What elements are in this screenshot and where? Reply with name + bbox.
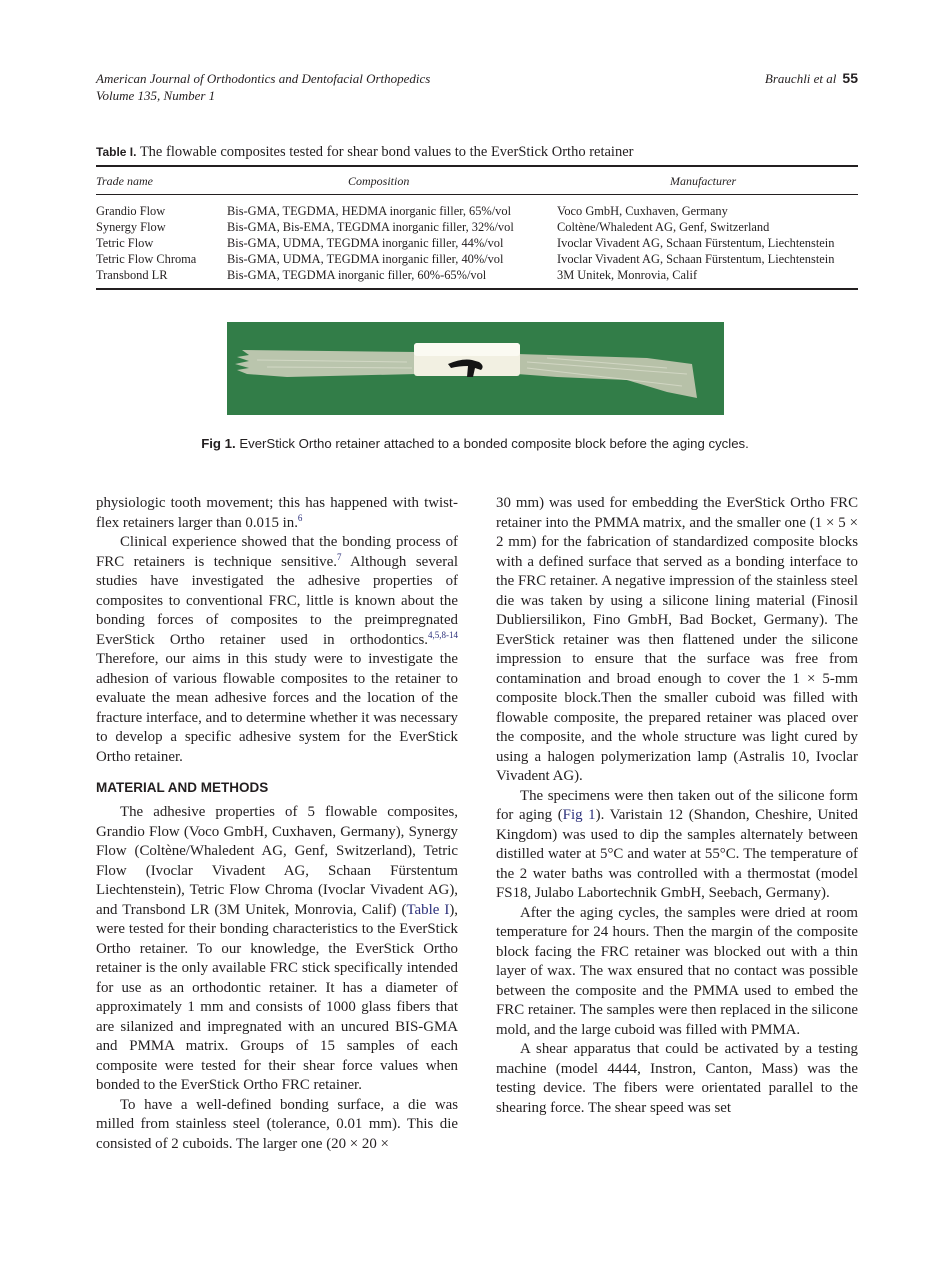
citation-link[interactable]: 6 xyxy=(297,512,303,523)
body-column-left xyxy=(96,494,458,1154)
cell-manufacturer: Ivoclar Vivadent AG, Schaan Fürstentum, Liechtenstein xyxy=(557,236,835,250)
citation-link[interactable]: 7 xyxy=(336,551,342,562)
authors: Brauchli et al xyxy=(764,71,837,86)
retainer-photo-illustration xyxy=(227,322,724,415)
cell-composition: Bis-GMA, UDMA, TEGDMA inorganic filler, 40%/vol xyxy=(227,252,504,266)
table-rule-header xyxy=(96,194,858,195)
table-title: The flowable composites tested for shear bond values to the EverStick Ortho retainer xyxy=(139,144,634,160)
cell-composition: Bis-GMA, TEGDMA, HEDMA inorganic filler, 65%/vol xyxy=(227,204,512,218)
table-rule-top xyxy=(96,165,858,167)
table-label: Table I. xyxy=(96,145,137,159)
section-heading: MATERIAL AND METHODS xyxy=(96,780,269,795)
journal-title: American Journal of Orthodontics and Dentofacial Orthopedics xyxy=(96,71,431,86)
table-row xyxy=(96,251,858,267)
paragraph xyxy=(96,533,458,767)
cell-trade-name: Tetric Flow xyxy=(96,236,154,250)
figure-caption xyxy=(0,436,950,451)
paragraph-text: Although several studies have investigated the adhesive properties of composites to conventional FRC, little is known about the bonding forces of composites to the preimpregnated EverStick Ortho retainer used in orthodontics. xyxy=(96,553,458,648)
paragraph: After the aging cycles, the samples were dried at room temperature for 24 hours. Then the margin of the composite block facing the FRC retainer was blocked out with a thin layer of wax. The wax ensured that no contact was possible between the composite and the PMMA used to embed the FRC retainer. The samples were then replaced in the silicone mold, and the large cuboid was filled with PMMA. xyxy=(496,904,858,1038)
table-row xyxy=(96,235,858,251)
paragraph-text: The specimens were then taken out of the silicone form for aging ( xyxy=(496,787,858,823)
paragraph: 30 mm) was used for embedding the EverStick Ortho FRC retainer into the PMMA matrix, and the smaller one (1 × 5 × 2 mm) for the fabrication of standardized composite blocks with a defined surface that served as a bonding interface to the FRC retainer. A negative impression of the stainless steel die was taken by using a silicone lining material (Finosil Dubliersilikon, Fino GmbH, Bad Bocket, Germany). The EverStick retainer was then flattened under the silicone impression to ensure that the surface was free from contamination and broad enough to cover the 1 × 5-mm composite block.Then the smaller cuboid was filled with flowable composite, the prepared retainer was placed over the composite, and the whole structure was light cured by using a halogen polymerization lamp (Astralis 10, Ivoclar Vivadent AG). xyxy=(496,495,858,784)
column-header-composition: Composition xyxy=(348,174,410,188)
figure-label: Fig 1. xyxy=(201,436,236,451)
paragraph-text: Therefore, our aims in this study were to investigate the adhesion of various flowable composites to the retainer to evaluate the mean adhesive forces and the location of the fracture interface, and to determine whether it was necessary to develop a specific adhesive system for the EverStick Ortho retainer. xyxy=(96,651,458,765)
cell-trade-name: Grandio Flow xyxy=(96,204,166,218)
figure-reference-link[interactable]: Fig 1 xyxy=(562,807,596,823)
page-number: 55 xyxy=(842,70,858,86)
table-row xyxy=(96,267,858,283)
paragraph: A shear apparatus that could be activated by a testing machine (model 4444, Instron, Canton, Mass) was the testing device. The fibers were orientated parallel to the shearing force. The shear speed was set xyxy=(496,1041,858,1116)
paragraph-text: physiologic tooth movement; this has happened with twist-flex retainers larger than 0.015 in. xyxy=(96,495,458,531)
figure-caption-text: EverStick Ortho retainer attached to a bonded composite block before the aging cycles. xyxy=(239,436,749,451)
paragraph xyxy=(96,494,458,533)
body-column-right xyxy=(496,494,858,1118)
cell-composition: Bis-GMA, UDMA, TEGDMA inorganic filler, 44%/vol xyxy=(227,236,504,250)
table-rule-bottom xyxy=(96,288,858,290)
citation-link[interactable]: 4,5,8-14 xyxy=(428,629,458,640)
paragraph xyxy=(496,787,858,904)
paragraph-text: The adhesive properties of 5 flowable composites, Grandio Flow (Voco GmbH, Cuxhaven, Germany), Synergy Flow (Coltène/Whaledent AG, Genf, Switzerland), Tetric Flow (Ivoclar Vivadent AG, Schaan Fürstentum Liechtenstein), Tetric Flow Chroma (Ivoclar Vivadent AG), and Transbond LR (3M Unitek, Monrovia, Calif) ( xyxy=(96,804,458,918)
journal-volume: Volume 135, Number 1 xyxy=(96,88,216,103)
paragraph-text: ). Varistain 12 (Shandon, Cheshire, United Kingdom) was used to dip the samples alternately between distilled water at 5°C and water at 55°C. The temperature of the 2 water baths was controlled with a thermostat (model FS18, Julabo Labortechnik GmbH, Seebach, Germany). xyxy=(496,807,858,901)
table-caption xyxy=(96,144,633,161)
paragraph: To have a well-defined bonding surface, a die was milled from stainless steel (tolerance, 0.01 mm). This die consisted of 2 cuboids. The larger one (20 × 20 × xyxy=(96,1096,458,1152)
cell-manufacturer: Voco GmbH, Cuxhaven, Germany xyxy=(557,204,728,218)
cell-manufacturer: Coltène/Whaledent AG, Genf, Switzerland xyxy=(557,220,770,234)
paragraph xyxy=(96,803,458,1096)
cell-composition: Bis-GMA, Bis-EMA, TEGDMA inorganic filler, 32%/vol xyxy=(227,220,514,234)
cell-manufacturer: 3M Unitek, Monrovia, Calif xyxy=(557,268,698,282)
paragraph-text: Clinical experience showed that the bonding process of FRC retainers is technique sensitive. xyxy=(96,534,458,570)
column-header-trade-name: Trade name xyxy=(96,174,153,188)
cell-composition: Bis-GMA, TEGDMA inorganic filler, 60%-65%/vol xyxy=(227,268,487,282)
cell-trade-name: Synergy Flow xyxy=(96,220,166,234)
cell-manufacturer: Ivoclar Vivadent AG, Schaan Fürstentum, Liechtenstein xyxy=(557,252,835,266)
column-header-manufacturer: Manufacturer xyxy=(670,174,737,188)
table-row xyxy=(96,203,858,219)
page-header-right xyxy=(765,70,858,87)
table-row xyxy=(96,219,858,235)
running-head xyxy=(96,70,858,104)
table-reference-link[interactable]: Table I xyxy=(406,901,450,918)
figure-1-photo xyxy=(227,322,724,415)
cell-trade-name: Transbond LR xyxy=(96,268,168,282)
paragraph-text: ), were tested for their bonding characteristics to the EverStick Ortho retainer. To our knowledge, the EverStick Ortho retainer is the only available FRC stick specifically intended for use as an orthodontic retainer. It has a diameter of approximately 1 mm and consists of 1000 glass fibers that are silanized and impregnated with an uncured BIS-GMA and PMMA matrix. Groups of 15 samples of each composite were tested for their shear force values when bonded to the EverStick Ortho FRC retainer. xyxy=(96,901,458,1093)
cell-trade-name: Tetric Flow Chroma xyxy=(96,252,197,266)
